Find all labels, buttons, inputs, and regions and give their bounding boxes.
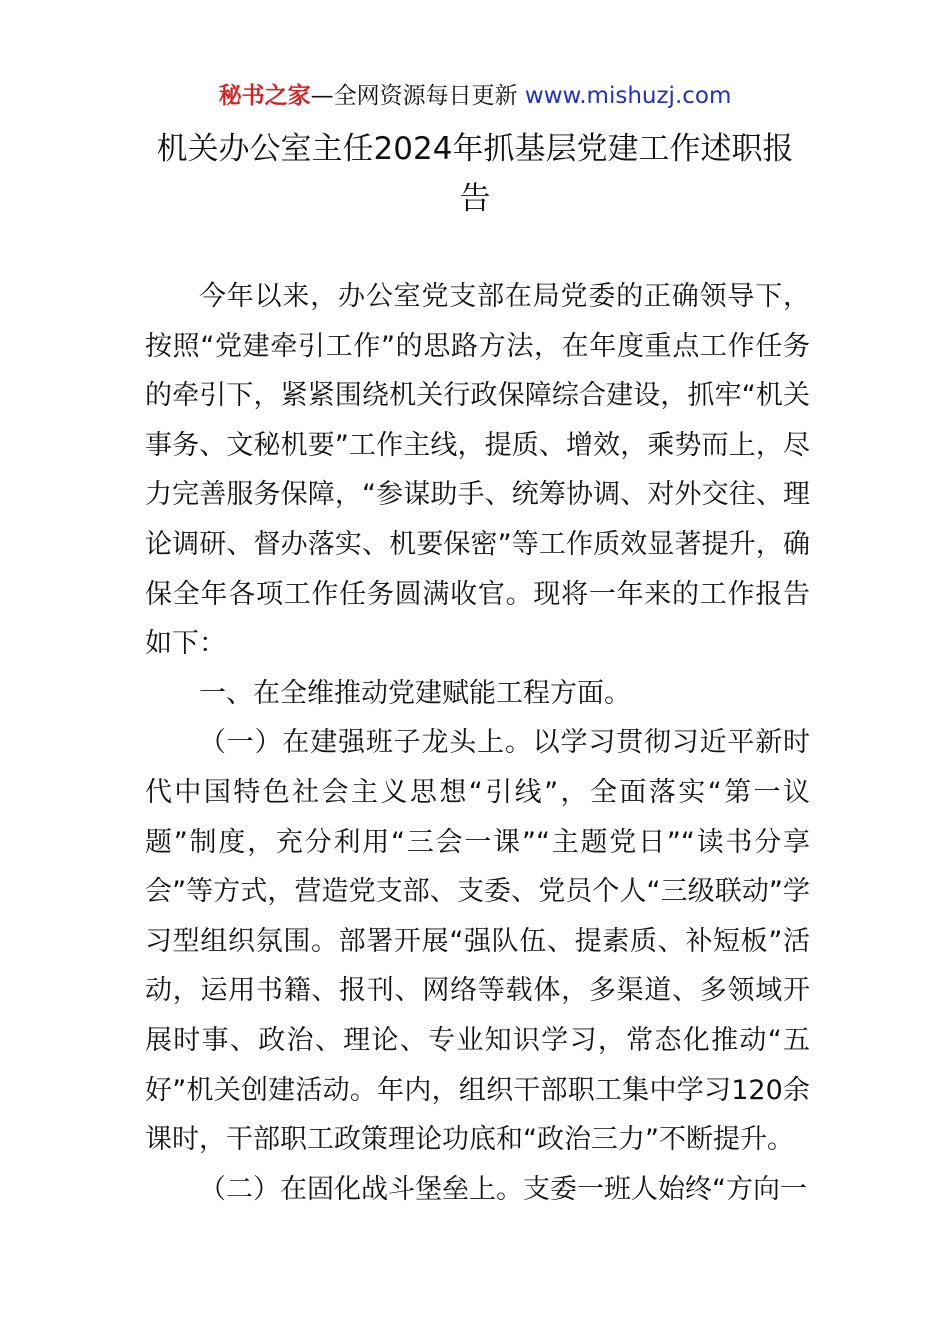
intro-paragraph: 今年以来，办公室党支部在局党委的正确领导下，按照“党建牵引工作”的思路方法，在年度重点工作任务的牵引下，紧紧围绕机关行政保障综合建设，抓牢“机关事务、文秘机要”工作主线，提质、增效，乘势而上，尽力完善服务保障，“参谋助手、统筹协调、对外交往、理论调研、督办落实、机要保密”等工作质效显著提升，确保全年各项工作任务圆满收官。现将一年来的工作报告如下： bbox=[145, 281, 810, 660]
document-body bbox=[145, 272, 810, 1214]
document-title: 机关办公室主任2024年抓基层党建工作述职报告 bbox=[156, 131, 794, 217]
site-tagline: —全网资源每日更新 bbox=[310, 83, 525, 109]
subsection-paragraph-2: （二）在固化战斗堡垒上。支委一班人始终“方向一 bbox=[199, 1173, 807, 1205]
site-url-link[interactable]: www.mishuzj.com bbox=[524, 83, 732, 109]
subsection-paragraph-1: （一）在建强班子龙头上。以学习贯彻习近平新时代中国特色社会主义思想“引线”，全面落实“第一议题”制度，充分利用“三会一课”“主题党日”“读书分享会”等方式，营造党支部、支委、党员个人“三级联动”学习型组织氛围。部署开展“强队伍、提素质、补短板”活动，运用书籍、报刊、网络等载体，多渠道、多领域开展时事、政治、理论、专业知识学习，常态化推动“五好”机关创建活动。年内，组织干部职工集中学习120余课时，干部职工政策理论功底和“政治三力”不断提升。 bbox=[145, 727, 810, 1156]
site-header bbox=[0, 80, 950, 112]
site-brand: 秘书之家 bbox=[218, 83, 311, 109]
section-heading-1: 一、在全维推动党建赋能工程方面。 bbox=[199, 677, 631, 709]
